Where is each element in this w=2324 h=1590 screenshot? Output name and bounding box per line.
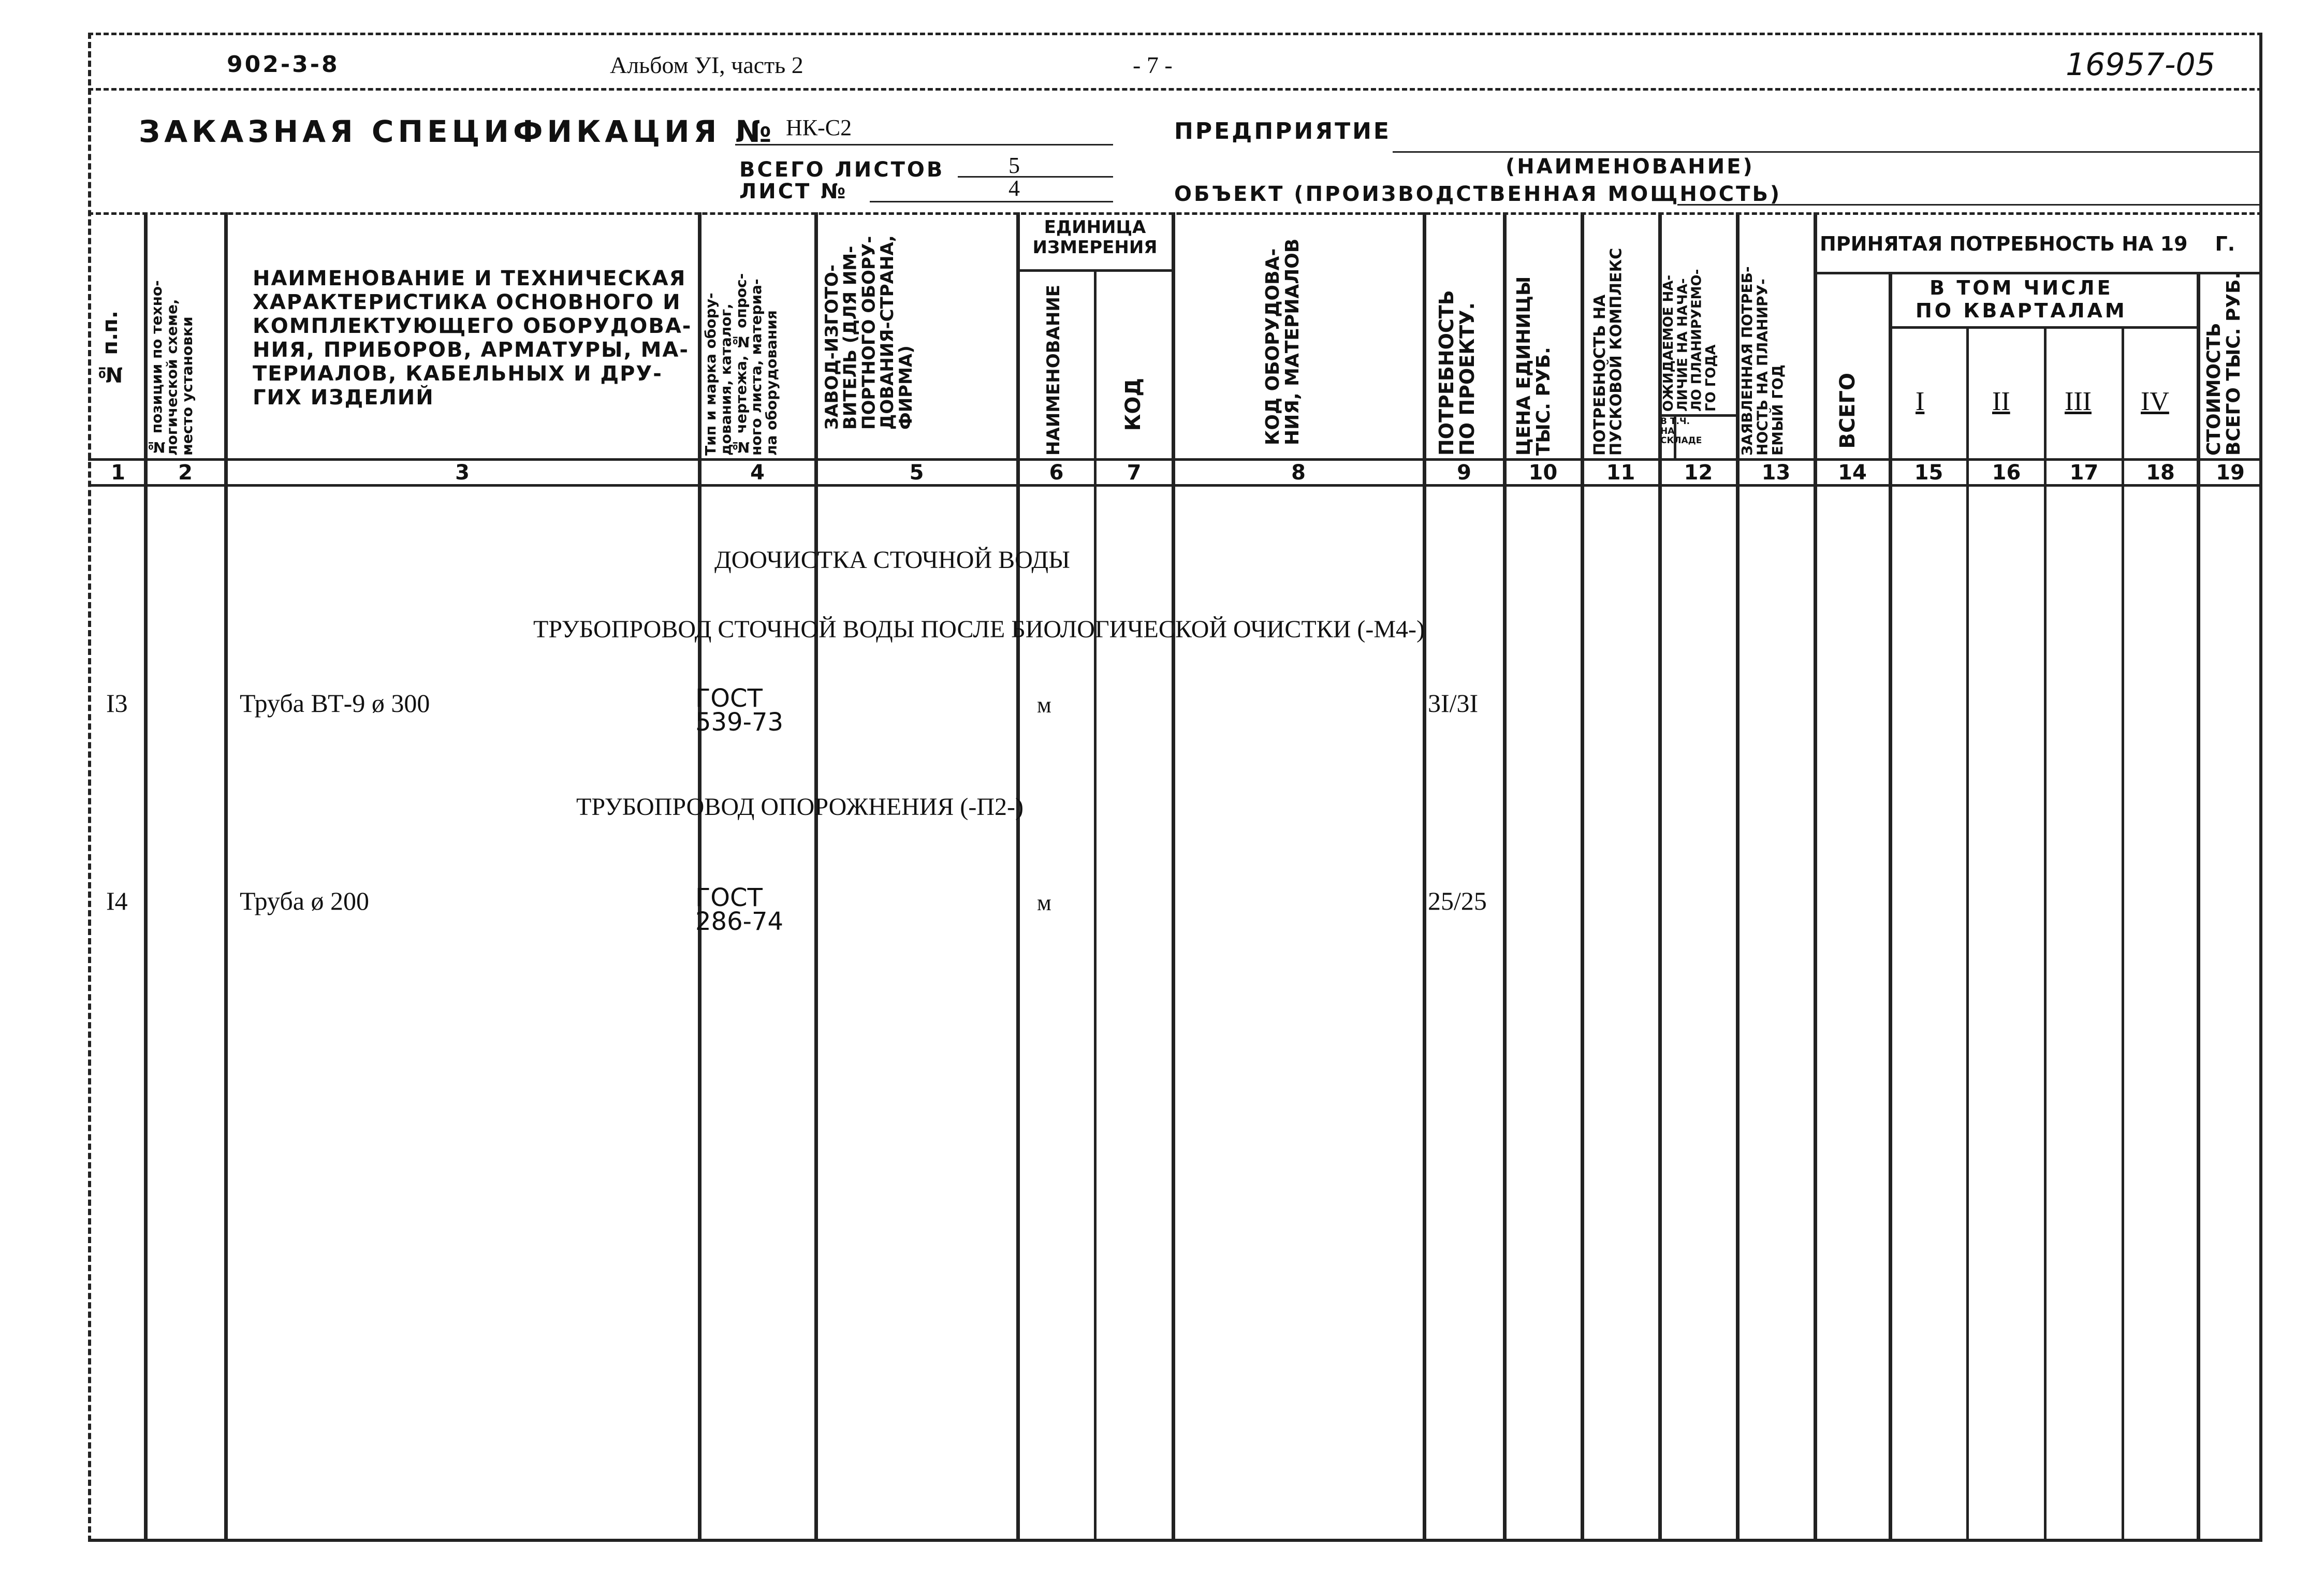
quarters-group-line bbox=[1889, 326, 2197, 329]
col-line-9 bbox=[1503, 212, 1507, 1542]
page-number: - 7 - bbox=[1133, 52, 1173, 78]
sheet-no-line bbox=[870, 201, 1113, 202]
top-divider bbox=[88, 88, 2262, 91]
spec-number: НК-С2 bbox=[786, 115, 852, 140]
col-header-accepted: ПРИНЯТАЯ ПОТРЕБНОСТЬ НА 19 Г. bbox=[1820, 232, 2235, 255]
col-header-position: № позиции по техно- логической схеме, место установки bbox=[148, 280, 196, 456]
total-sheets-value: 5 bbox=[1008, 153, 1020, 178]
col-number: 6 bbox=[1049, 461, 1064, 485]
col-line-15 bbox=[1966, 326, 1969, 1542]
col-number: 14 bbox=[1838, 461, 1867, 485]
col-line-16 bbox=[2044, 326, 2047, 1542]
section-heading: ТРУБОПРОВОД СТОЧНОЙ ВОДЫ ПОСЛЕ БИОЛОГИЧЕСКОЙ ОЧИСТКИ (-М4-) bbox=[533, 616, 1425, 643]
col-header-maker: ЗАВОД-ИЗГОТО- ВИТЕЛЬ (ДЛЯ ИМ- ПОРТНОГО ОБОРУ- ДОВАНИЯ-СТРАНА, ФИРМА) bbox=[822, 235, 916, 430]
col-header-startup: ПОТРЕБНОСТЬ НА ПУСКОВОЙ КОМПЛЕКС bbox=[1591, 247, 1626, 456]
col-number: 9 bbox=[1457, 461, 1471, 485]
col-line-4 bbox=[814, 212, 818, 1542]
col-header-price: ЦЕНА ЕДИНИЦЫ ТЫС. РУБ. bbox=[1513, 276, 1554, 456]
col-number: 13 bbox=[1761, 461, 1791, 485]
col-line-2 bbox=[224, 212, 228, 1542]
col-number: 12 bbox=[1684, 461, 1713, 485]
col-number: 4 bbox=[750, 461, 765, 485]
col-line-13 bbox=[1814, 212, 1817, 1542]
col-number: 17 bbox=[2069, 461, 2099, 485]
unit-group-line bbox=[1016, 269, 1172, 272]
col-header-unit-code: КОД bbox=[1121, 378, 1145, 431]
col-number: 19 bbox=[2216, 461, 2245, 485]
document-code: 16957-05 bbox=[2066, 47, 2215, 83]
object-label: ОБЪЕКТ (ПРОИЗВОДСТВЕННАЯ МОЩНОСТЬ) bbox=[1174, 182, 1782, 206]
section-heading: ДООЧИСТКА СТОЧНОЙ ВОДЫ bbox=[714, 546, 1070, 574]
col-header-expected: ОЖИДАЕМОЕ НА- ЛИЧИЕ НА НАЧА- ЛО ПЛАНИРУЕМО- ГО ГОДА bbox=[1661, 269, 1719, 412]
accepted-group-line bbox=[1814, 272, 2262, 274]
col-header-name: НАИМЕНОВАНИЕ И ТЕХНИЧЕСКАЯ ХАРАКТЕРИСТИКА ОСНОВНОГО И КОМПЛЕКТУЮЩЕГО ОБОРУДОВА- НИЯ, ПРИБОРОВ, АРМАТУРЫ, МА- ТЕРИАЛОВ, КАБЕЛЬНЫХ И ДРУ- ГИХ ИЗДЕЛИЙ bbox=[253, 267, 692, 410]
col-line-11 bbox=[1658, 212, 1662, 1542]
series-code: 902-3-8 bbox=[227, 51, 340, 78]
name-caption: (НАИМЕНОВАНИЕ) bbox=[1506, 155, 1755, 179]
col-number: 1 bbox=[111, 461, 125, 485]
col-line-5 bbox=[1016, 212, 1020, 1542]
sheet-no-label: ЛИСТ № bbox=[739, 180, 848, 203]
col-line-1 bbox=[144, 212, 148, 1542]
total-sheets-label: ВСЕГО ЛИСТОВ bbox=[739, 158, 945, 182]
col-number: 18 bbox=[2146, 461, 2175, 485]
col-header-in-stock: В Т.Ч. НА СКЛАДЕ bbox=[1660, 416, 1702, 446]
row-need: 25/25 bbox=[1428, 886, 1487, 915]
col-number: 5 bbox=[909, 461, 924, 485]
col-number: 3 bbox=[455, 461, 470, 485]
col-header-q2: II bbox=[1992, 387, 2010, 416]
col-number: 7 bbox=[1127, 461, 1142, 485]
row-type: ГОСТ 286-74 bbox=[695, 883, 784, 936]
col-number: 10 bbox=[1528, 461, 1558, 485]
col-header-quarters: В ТОМ ЧИСЛЕ ПО КВАРТАЛАМ bbox=[1916, 276, 2127, 322]
col-line-7 bbox=[1172, 212, 1175, 1542]
spec-title: ЗАКАЗНАЯ СПЕЦИФИКАЦИЯ № bbox=[139, 114, 776, 149]
spec-number-line bbox=[735, 144, 1113, 145]
col-number: 2 bbox=[178, 461, 193, 485]
sheet-frame bbox=[88, 33, 2262, 1542]
total-sheets-line bbox=[958, 176, 1113, 178]
enterprise-label: ПРЕДПРИЯТИЕ bbox=[1174, 118, 1391, 144]
col-number: 16 bbox=[1992, 461, 2021, 485]
col-header-q3: III bbox=[2065, 387, 2092, 416]
table-top-border bbox=[88, 212, 2262, 215]
row-number: I4 bbox=[106, 886, 128, 915]
col-header-need: ПОТРЕБНОСТЬ ПО ПРОЕКТУ. bbox=[1435, 290, 1479, 456]
col-line-17 bbox=[2122, 326, 2124, 1542]
row-number: I3 bbox=[106, 689, 128, 718]
row-unit: м bbox=[1037, 692, 1051, 718]
row-name: Труба ВТ-9 ø 300 bbox=[240, 689, 430, 718]
enterprise-line bbox=[1393, 151, 2262, 153]
col-header-total: ВСЕГО bbox=[1836, 373, 1860, 449]
col-number: 11 bbox=[1606, 461, 1635, 485]
sheet-no-value: 4 bbox=[1008, 176, 1020, 201]
row-name: Труба ø 200 bbox=[240, 886, 369, 915]
col-line-8 bbox=[1423, 212, 1426, 1542]
col-header-q4: IV bbox=[2141, 387, 2169, 416]
object-line bbox=[1677, 204, 2262, 206]
col-header-cost: СТОИМОСТЬ ВСЕГО ТЫС. РУБ. bbox=[2203, 272, 2244, 456]
album-label: Альбом УI, часть 2 bbox=[610, 52, 803, 78]
col-header-no: № п.п. bbox=[98, 311, 122, 386]
col-line-10 bbox=[1581, 212, 1584, 1542]
col-number: 15 bbox=[1914, 461, 1943, 485]
col-line-3 bbox=[698, 212, 701, 1542]
col-header-unit-group: ЕДИНИЦА ИЗМЕРЕНИЯ bbox=[1032, 217, 1158, 258]
section-heading: ТРУБОПРОВОД ОПОРОЖНЕНИЯ (-П2-) bbox=[576, 793, 1024, 821]
row-unit: м bbox=[1037, 890, 1051, 915]
col-header-q1: I bbox=[1916, 387, 1925, 416]
col-header-unit-name: НАИМЕНОВАНИЕ bbox=[1043, 284, 1064, 456]
row-type: ГОСТ 539-73 bbox=[695, 684, 784, 737]
col-header-equip-code: КОД ОБОРУДОВА- НИЯ, МАТЕРИАЛОВ bbox=[1262, 238, 1303, 445]
col-number: 8 bbox=[1291, 461, 1306, 485]
col-header-type: Тип и марка обору- дования, каталог, № чертежа, № опрос- ного листа, материа- ла оборудования bbox=[702, 273, 780, 456]
row-need: 3I/3I bbox=[1428, 689, 1479, 718]
col-header-claimed: ЗАЯВЛЕННАЯ ПОТРЕБ- НОСТЬ НА ПЛАНИРУ- ЕМЫЙ ГОД bbox=[1738, 266, 1786, 456]
